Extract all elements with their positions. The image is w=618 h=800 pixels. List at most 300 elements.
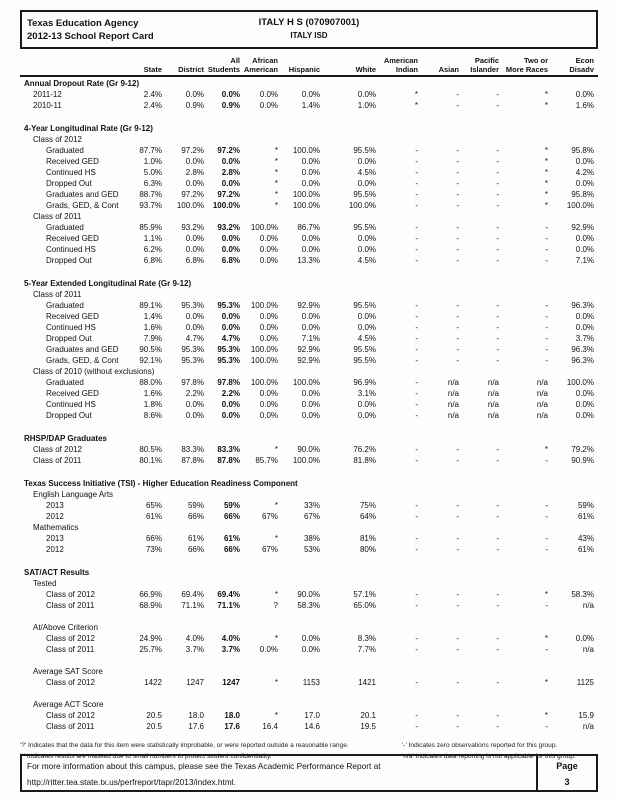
- column-header: State: [143, 65, 162, 74]
- data-cell: 93.7%: [139, 201, 162, 210]
- table-section: [20, 567, 598, 732]
- table-row: [20, 511, 598, 522]
- data-cell: -: [456, 722, 459, 731]
- data-cell: 0.0%: [185, 90, 204, 99]
- data-cell: 92.9%: [297, 345, 320, 354]
- data-cell: 95.8%: [571, 146, 594, 155]
- footer-info-url: http://ritter.tea.state.tx.us/perfreport/tapr/2013/index.html.: [27, 777, 236, 787]
- data-cell: 0.0%: [221, 245, 240, 254]
- data-cell: *: [274, 534, 278, 543]
- row-label: Received GED: [46, 389, 99, 398]
- row-label: Class of 2011: [46, 601, 95, 610]
- data-cell: 43%: [577, 534, 594, 543]
- data-cell: *: [274, 634, 278, 643]
- data-cell: 57.1%: [353, 590, 376, 599]
- data-cell: 0.0%: [301, 400, 320, 409]
- table-row: [20, 444, 598, 455]
- data-cell: -: [496, 356, 499, 365]
- data-cell: -: [415, 256, 418, 265]
- data-cell: 96.3%: [571, 345, 594, 354]
- table-row: [20, 189, 598, 200]
- data-cell: n/a: [447, 400, 459, 409]
- data-cell: 68.9%: [139, 601, 162, 610]
- data-cell: *: [274, 678, 278, 687]
- table-row: [20, 410, 598, 421]
- data-cell: 100.0%: [176, 201, 204, 210]
- data-cell: -: [415, 590, 418, 599]
- data-cell: 95.5%: [353, 146, 376, 155]
- table-section: [20, 278, 598, 421]
- row-label: Class of 2012: [46, 590, 95, 599]
- data-cell: n/a: [487, 400, 499, 409]
- table-row: [20, 255, 598, 266]
- data-cell: 0.0%: [185, 411, 204, 420]
- data-cell: *: [414, 90, 418, 99]
- data-cell: 79.2%: [571, 445, 594, 454]
- data-cell: 0.0%: [221, 312, 240, 321]
- data-cell: 95.5%: [353, 356, 376, 365]
- row-label: Tested: [33, 579, 57, 588]
- data-cell: 20.5: [146, 711, 162, 720]
- data-cell: -: [456, 711, 459, 720]
- row-label: Continued HS: [46, 245, 96, 254]
- data-cell: 0.0%: [357, 323, 376, 332]
- data-cell: 2.8%: [185, 168, 204, 177]
- data-cell: 58.3%: [571, 590, 594, 599]
- data-cell: 80.1%: [139, 456, 162, 465]
- data-cell: -: [545, 645, 548, 654]
- data-cell: 4.5%: [357, 168, 376, 177]
- row-label: Mathematics: [33, 523, 79, 532]
- section-title: SAT/ACT Results: [24, 568, 90, 577]
- data-cell: 17.6: [224, 722, 240, 731]
- spacer-row: [20, 655, 598, 666]
- data-cell: 95.3%: [181, 345, 204, 354]
- data-cell: -: [456, 245, 459, 254]
- data-cell: -: [496, 201, 499, 210]
- data-cell: 0.0%: [221, 323, 240, 332]
- data-cell: 4.7%: [185, 334, 204, 343]
- group-row: [20, 134, 598, 145]
- data-cell: 58.3%: [297, 601, 320, 610]
- data-cell: 4.5%: [357, 334, 376, 343]
- data-cell: 59%: [223, 501, 240, 510]
- table-row: [20, 200, 598, 211]
- table-row: [20, 233, 598, 244]
- data-cell: 38%: [303, 534, 320, 543]
- data-cell: -: [456, 179, 459, 188]
- data-cell: 17.0: [304, 711, 320, 720]
- data-cell: 100.0%: [292, 378, 320, 387]
- data-cell: 0.0%: [301, 234, 320, 243]
- data-cell: 6.8%: [185, 256, 204, 265]
- data-cell: 66%: [187, 512, 204, 521]
- table-row: [20, 600, 598, 611]
- row-label: Grads, GED, & Cont: [46, 201, 119, 210]
- data-cell: 2.4%: [143, 101, 162, 110]
- data-cell: -: [456, 190, 459, 199]
- data-cell: 1.1%: [143, 234, 162, 243]
- row-label: 2012: [46, 512, 64, 521]
- row-label: Class of 2011: [46, 722, 95, 731]
- data-cell: 95.5%: [353, 301, 376, 310]
- data-cell: 0.0%: [575, 179, 594, 188]
- footnote-dash: '-' Indicates zero observations reported for this group.: [402, 742, 558, 749]
- table-row: [20, 533, 598, 544]
- data-cell: 88.0%: [139, 378, 162, 387]
- data-cell: 96.9%: [353, 378, 376, 387]
- data-cell: 65.0%: [353, 601, 376, 610]
- table-row: [20, 145, 598, 156]
- data-cell: 0.0%: [575, 157, 594, 166]
- data-cell: 5.0%: [143, 168, 162, 177]
- data-cell: -: [496, 323, 499, 332]
- data-cell: 100.0%: [250, 301, 278, 310]
- data-cell: 0.0%: [575, 90, 594, 99]
- data-cell: 0.0%: [185, 323, 204, 332]
- data-cell: -: [415, 234, 418, 243]
- data-cell: *: [274, 445, 278, 454]
- data-cell: -: [496, 190, 499, 199]
- data-cell: 80.5%: [139, 445, 162, 454]
- data-cell: 2.2%: [221, 389, 240, 398]
- data-cell: 6.3%: [143, 179, 162, 188]
- table-row: [20, 156, 598, 167]
- data-cell: 0.0%: [575, 245, 594, 254]
- data-cell: 0.0%: [259, 101, 278, 110]
- data-cell: 20.5: [146, 722, 162, 731]
- data-cell: -: [496, 157, 499, 166]
- table-row: [20, 721, 598, 732]
- data-cell: -: [456, 334, 459, 343]
- data-cell: -: [456, 645, 459, 654]
- data-cell: -: [496, 601, 499, 610]
- data-cell: -: [456, 345, 459, 354]
- data-cell: 0.0%: [357, 245, 376, 254]
- data-cell: 95.3%: [181, 356, 204, 365]
- data-cell: n/a: [487, 378, 499, 387]
- row-label: Received GED: [46, 312, 99, 321]
- data-cell: 95.3%: [217, 301, 240, 310]
- data-cell: 100.0%: [348, 201, 376, 210]
- data-cell: 25.7%: [139, 645, 162, 654]
- column-header: All Students: [207, 56, 240, 74]
- data-cell: *: [544, 445, 548, 454]
- data-cell: -: [496, 590, 499, 599]
- data-cell: *: [544, 590, 548, 599]
- data-cell: 100.0%: [292, 456, 320, 465]
- data-cell: 87.7%: [139, 146, 162, 155]
- data-cell: 0.9%: [221, 101, 240, 110]
- footer-info-line1: For more information about this campus, please see the Texas Academic Performance Report at: [27, 761, 381, 771]
- data-cell: 0.0%: [301, 645, 320, 654]
- data-cell: 18.0: [188, 711, 204, 720]
- table-row: [20, 355, 598, 366]
- data-cell: -: [456, 256, 459, 265]
- data-cell: -: [496, 101, 499, 110]
- data-cell: 80%: [359, 545, 376, 554]
- data-cell: 24.9%: [139, 634, 162, 643]
- data-cell: -: [496, 179, 499, 188]
- data-cell: 0.0%: [301, 157, 320, 166]
- data-cell: 8.6%: [143, 411, 162, 420]
- data-cell: -: [456, 634, 459, 643]
- data-cell: *: [274, 201, 278, 210]
- data-cell: 1247: [186, 678, 204, 687]
- data-cell: *: [544, 711, 548, 720]
- data-cell: -: [415, 168, 418, 177]
- data-cell: *: [544, 634, 548, 643]
- data-cell: 97.2%: [181, 190, 204, 199]
- data-cell: 97.8%: [217, 378, 240, 387]
- data-cell: 66%: [187, 545, 204, 554]
- report-table: [20, 78, 598, 732]
- data-cell: *: [544, 179, 548, 188]
- data-cell: *: [274, 157, 278, 166]
- data-cell: 97.2%: [217, 146, 240, 155]
- data-cell: 100.0%: [250, 378, 278, 387]
- data-cell: -: [545, 722, 548, 731]
- data-cell: -: [415, 190, 418, 199]
- table-row: [20, 333, 598, 344]
- data-cell: 0.0%: [221, 90, 240, 99]
- data-cell: 0.0%: [575, 411, 594, 420]
- data-cell: -: [456, 201, 459, 210]
- data-cell: -: [496, 545, 499, 554]
- row-label: Average SAT Score: [33, 667, 103, 676]
- column-header: White: [355, 65, 376, 74]
- data-cell: n/a: [447, 389, 459, 398]
- data-cell: -: [415, 378, 418, 387]
- row-label: Class of 2012: [46, 634, 95, 643]
- table-row: [20, 167, 598, 178]
- row-label: Continued HS: [46, 323, 96, 332]
- data-cell: 0.0%: [301, 411, 320, 420]
- column-header: Asian: [438, 65, 459, 74]
- data-cell: *: [544, 146, 548, 155]
- data-cell: -: [545, 356, 548, 365]
- data-cell: 0.0%: [357, 312, 376, 321]
- column-header: Pacific Islander: [470, 56, 499, 74]
- row-label: Dropped Out: [46, 256, 92, 265]
- table-row: [20, 344, 598, 355]
- data-cell: n/a: [582, 601, 594, 610]
- row-label: Class of 2012: [33, 135, 82, 144]
- data-cell: n/a: [447, 411, 459, 420]
- data-cell: 66%: [223, 545, 240, 554]
- data-cell: -: [456, 601, 459, 610]
- data-cell: 61%: [145, 512, 162, 521]
- section-title: 4-Year Longitudinal Rate (Gr 9-12): [24, 124, 153, 133]
- data-cell: 93.2%: [217, 223, 240, 232]
- data-cell: 0.0%: [301, 389, 320, 398]
- group-row: [20, 289, 598, 300]
- row-label: Graduates and GED: [46, 190, 119, 199]
- data-cell: 53%: [303, 545, 320, 554]
- data-cell: 95.3%: [181, 301, 204, 310]
- data-cell: 0.0%: [259, 411, 278, 420]
- data-cell: -: [456, 456, 459, 465]
- data-cell: 0.0%: [301, 90, 320, 99]
- data-cell: n/a: [536, 378, 548, 387]
- data-cell: n/a: [447, 378, 459, 387]
- data-cell: 2.2%: [185, 389, 204, 398]
- table-section: [20, 478, 598, 555]
- table-row: [20, 677, 598, 688]
- table-row: [20, 222, 598, 233]
- data-cell: 61%: [223, 534, 240, 543]
- data-cell: 86.7%: [297, 223, 320, 232]
- agency-name: Texas Education Agency: [27, 17, 139, 29]
- data-cell: 100.0%: [250, 223, 278, 232]
- page-number: 3: [564, 777, 570, 787]
- data-cell: -: [496, 345, 499, 354]
- page-footer: [20, 754, 598, 792]
- data-cell: 0.0%: [301, 179, 320, 188]
- data-cell: *: [544, 90, 548, 99]
- row-label: 2013: [46, 534, 64, 543]
- data-cell: 7.9%: [143, 334, 162, 343]
- data-cell: 0.0%: [357, 90, 376, 99]
- data-cell: -: [456, 323, 459, 332]
- data-cell: -: [545, 256, 548, 265]
- data-cell: *: [544, 168, 548, 177]
- data-cell: 1247: [222, 678, 240, 687]
- data-cell: 0.0%: [575, 634, 594, 643]
- data-cell: -: [415, 146, 418, 155]
- row-label: 2011-12: [33, 90, 62, 99]
- data-cell: 0.0%: [259, 334, 278, 343]
- row-label: Class of 2011: [33, 290, 82, 299]
- data-cell: -: [415, 634, 418, 643]
- data-cell: 1.6%: [575, 101, 594, 110]
- data-cell: 1.0%: [357, 101, 376, 110]
- data-cell: 100.0%: [292, 190, 320, 199]
- data-cell: *: [274, 168, 278, 177]
- data-cell: 3.1%: [357, 389, 376, 398]
- group-row: [20, 489, 598, 500]
- data-cell: 4.2%: [575, 168, 594, 177]
- data-cell: 8.3%: [357, 634, 376, 643]
- table-row: [20, 633, 598, 644]
- data-cell: -: [545, 245, 548, 254]
- data-cell: -: [496, 334, 499, 343]
- data-cell: 18.0: [224, 711, 240, 720]
- table-row: [20, 710, 598, 721]
- data-cell: 96.3%: [571, 356, 594, 365]
- data-cell: 1.4%: [143, 312, 162, 321]
- row-label: 2012: [46, 545, 64, 554]
- data-cell: 0.0%: [185, 157, 204, 166]
- data-cell: -: [415, 711, 418, 720]
- data-cell: -: [545, 312, 548, 321]
- data-cell: 67%: [261, 545, 278, 554]
- data-cell: 20.1: [360, 711, 376, 720]
- row-label: Dropped Out: [46, 179, 92, 188]
- column-headers: [20, 56, 598, 77]
- data-cell: -: [545, 323, 548, 332]
- row-label: Graduates and GED: [46, 345, 119, 354]
- row-label: Graduated: [46, 146, 84, 155]
- data-cell: 0.0%: [575, 323, 594, 332]
- column-header: American Indian: [383, 56, 418, 74]
- data-cell: *: [414, 101, 418, 110]
- data-cell: -: [456, 312, 459, 321]
- data-cell: 0.0%: [259, 400, 278, 409]
- spacer-row: [20, 611, 598, 622]
- data-cell: 59%: [187, 501, 204, 510]
- data-cell: 0.0%: [185, 179, 204, 188]
- data-cell: -: [415, 534, 418, 543]
- data-cell: 1.0%: [143, 157, 162, 166]
- data-cell: 0.0%: [301, 312, 320, 321]
- data-cell: 4.0%: [185, 634, 204, 643]
- row-label: Grads, GED, & Cont: [46, 356, 119, 365]
- data-cell: *: [274, 501, 278, 510]
- data-cell: 15.9: [578, 711, 594, 720]
- row-label: At/Above Criterion: [33, 623, 98, 632]
- data-cell: 0.0%: [357, 234, 376, 243]
- data-cell: 81.8%: [353, 456, 376, 465]
- data-cell: 83.3%: [217, 445, 240, 454]
- data-cell: -: [496, 512, 499, 521]
- data-cell: n/a: [536, 400, 548, 409]
- page-indicator: [536, 756, 596, 790]
- column-header: Two or More Races: [505, 56, 548, 74]
- group-row: [20, 366, 598, 377]
- data-cell: *: [274, 711, 278, 720]
- data-cell: 7.1%: [575, 256, 594, 265]
- data-cell: 0.0%: [259, 90, 278, 99]
- section-title: Annual Dropout Rate (Gr 9-12): [24, 79, 140, 88]
- data-cell: -: [545, 223, 548, 232]
- data-cell: -: [415, 323, 418, 332]
- footnote-question-mark: '?' Indicates that the data for this item were statistically improbable, or were reported outside a reasonable range.: [20, 742, 349, 749]
- table-section: [20, 78, 598, 111]
- data-cell: -: [496, 245, 499, 254]
- data-cell: 17.6: [188, 722, 204, 731]
- table-row: [20, 399, 598, 410]
- data-cell: 89.1%: [139, 301, 162, 310]
- report-header: [20, 10, 598, 49]
- data-cell: *: [544, 157, 548, 166]
- data-cell: -: [415, 601, 418, 610]
- data-cell: -: [415, 345, 418, 354]
- table-row: [20, 300, 598, 311]
- data-cell: -: [415, 722, 418, 731]
- report-card-title: 2012-13 School Report Card: [27, 30, 154, 42]
- group-row: [20, 578, 598, 589]
- data-cell: 87.8%: [181, 456, 204, 465]
- data-cell: -: [496, 312, 499, 321]
- data-cell: 88.7%: [139, 190, 162, 199]
- data-cell: -: [415, 201, 418, 210]
- data-cell: n/a: [582, 645, 594, 654]
- data-cell: *: [544, 101, 548, 110]
- row-label: Class of 2011: [46, 645, 95, 654]
- data-cell: 92.1%: [139, 356, 162, 365]
- data-cell: 0.0%: [259, 312, 278, 321]
- data-cell: 0.0%: [185, 234, 204, 243]
- data-cell: 61%: [577, 512, 594, 521]
- group-row: [20, 211, 598, 222]
- data-cell: -: [496, 90, 499, 99]
- row-label: Graduated: [46, 378, 84, 387]
- data-cell: 85.7%: [255, 456, 278, 465]
- data-cell: -: [545, 334, 548, 343]
- data-cell: 33%: [303, 501, 320, 510]
- data-cell: 6.8%: [143, 256, 162, 265]
